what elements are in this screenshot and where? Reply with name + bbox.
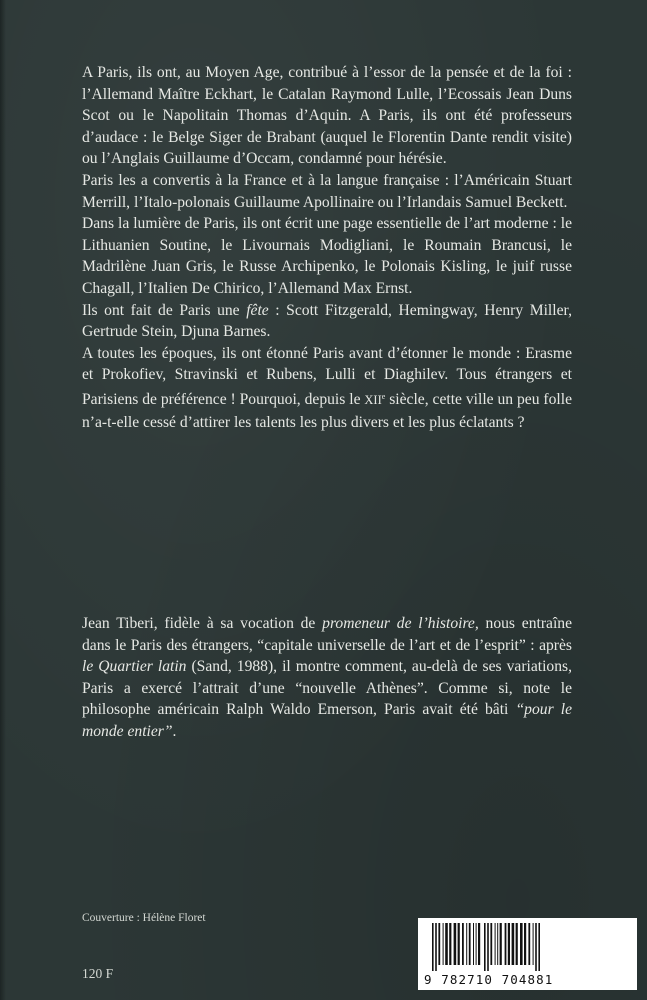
blurb-paragraph-4-text-b: : Scott Fitzgerald, Hemingway, Henry Miller, Gertrude Stein, Djuna Barnes. — [82, 301, 572, 341]
barcode-bar — [458, 923, 460, 965]
barcode-bar — [505, 923, 507, 965]
barcode-number: 9 782710 704881 — [424, 972, 631, 987]
author-text-2: nous entraîne dans le Paris des étrangers, “capitale universelle de l’art et de l’esprit” : après — [82, 615, 572, 654]
blurb-paragraph-4 — [82, 300, 572, 343]
barcode-bar — [538, 923, 540, 971]
blurb-paragraph-2-text: Paris les a convertis à la France et à la langue française : l’Américain Stuart Merrill, l’Italo-polonais Guillaume Apollinaire ou l’Irlandais Samuel Beckett. — [82, 171, 572, 211]
barcode-bar — [524, 923, 526, 965]
barcode-bar — [445, 923, 448, 965]
barcode-bar — [466, 923, 467, 965]
barcode-bar — [516, 923, 518, 965]
isbn-barcode — [418, 918, 637, 990]
author-italic-2: le Quartier latin — [82, 658, 187, 676]
barcode-bar — [476, 923, 477, 965]
barcode-bar — [490, 923, 492, 965]
blurb-paragraph-3 — [82, 213, 572, 299]
barcode-bar — [432, 923, 434, 971]
author-blurb — [82, 613, 572, 743]
author-text-1: Jean Tiberi, fidèle à sa vocation de — [82, 615, 323, 632]
barcode-bar — [454, 923, 457, 965]
cover-credit: Couverture : Hélène Floret — [82, 912, 206, 924]
blurb-paragraph-3-text: Dans la lumière de Paris, ils ont écrit une page essentielle de l’art moderne : le Lithuanien Soutine, le Livournais Modigliani, le Roumain Brancusi, le Madrilène Juan Gris, le Russe Archipenko, le Polonais Kisling, le juif russe Chagall, l’Italien De Chirico, l’Allemand Max Ernst. — [82, 215, 572, 297]
barcode-bar — [528, 923, 530, 965]
blurb-paragraph-5-text-b: siècle, cette ville un peu folle n’a-t-elle cessé d’attirer les talents les plus divers et les plus éclatants ? — [82, 391, 572, 431]
barcode-bar — [484, 923, 486, 971]
barcode-bar — [512, 923, 515, 965]
blurb-paragraph-4-text-a: Ils ont fait de Paris une — [82, 301, 247, 319]
barcode-bar — [435, 923, 437, 971]
barcode-bar — [469, 923, 471, 965]
author-italic-1: promeneur de l’histoire, — [322, 615, 479, 632]
barcode-bar — [535, 923, 537, 971]
barcode-bar — [462, 923, 464, 965]
author-paragraph — [82, 613, 572, 743]
author-italic-3: “pour le monde entier” — [82, 701, 572, 740]
price-label: 120 F — [82, 966, 114, 981]
barcode-bar — [487, 923, 489, 971]
barcode-bar — [473, 923, 474, 965]
author-text-3: (Sand, 1988), il montre comment, au-delà de ses variations, Paris a exercé l’attrait d’une “nouvelle Athènes”. Comme si, note le philosophe américain Ralph Waldo Emerson, Paris avait été bâti — [82, 658, 572, 719]
barcode-bar — [443, 923, 444, 965]
barcode-bar — [533, 923, 534, 965]
barcode-bar — [500, 923, 502, 965]
barcode-bar — [495, 923, 496, 965]
cover-edge-shadow — [0, 0, 6, 1000]
barcode-bar — [449, 923, 451, 965]
blurb-paragraph-5 — [82, 343, 572, 434]
barcode-bar — [478, 923, 480, 965]
barcode-bars — [428, 923, 627, 971]
century-superscript: e — [381, 391, 386, 401]
barcode-bar — [497, 923, 498, 965]
blurb-text — [82, 62, 572, 433]
blurb-paragraph-1 — [82, 62, 572, 170]
author-text-4: . — [172, 722, 177, 740]
blurb-paragraph-4-italic: fête — [246, 301, 269, 319]
century-numeral: XIIe — [364, 391, 386, 408]
barcode-bar — [508, 923, 510, 965]
barcode-bar — [520, 923, 523, 965]
blurb-paragraph-1-text: A Paris, ils ont, au Moyen Age, contribué à l’essor de la pensée et de la foi : l’Allemand Maître Eckhart, le Catalan Raymond Lulle, l’Ecossais Jean Duns Scot ou le Napolitain Thomas d’Aquin. A Paris, ils ont été professeurs d’audace : le Belge Siger de Brabant (auquel le Florentin Dante rendit visite) ou l’Anglais Guillaume d’Occam, condamné pour hérésie. — [82, 64, 572, 168]
barcode-bar — [438, 923, 440, 965]
blurb-paragraph-5-text-a: A toutes les époques, ils ont étonné Paris avant d’étonner le monde : Erasme et Prokofiev, Stravinski et Rubens, Lulli et Diaghilev. Tous étrangers et Parisiens de préférence ! Pourquoi, depuis le — [82, 344, 572, 409]
blurb-paragraph-2 — [82, 170, 572, 213]
